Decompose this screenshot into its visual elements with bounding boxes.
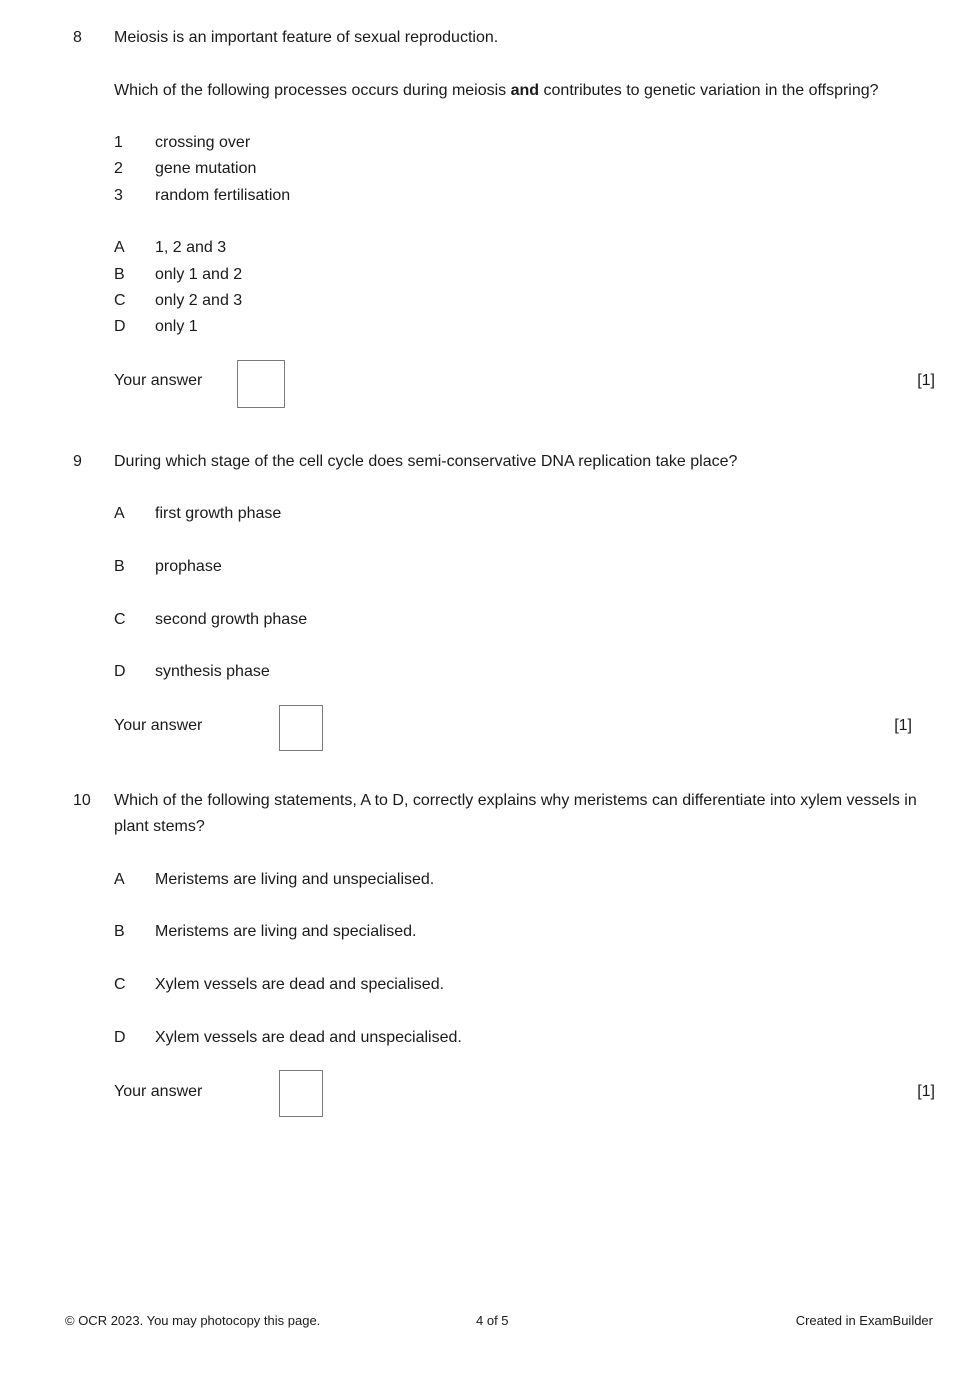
answer-label: Your answer — [114, 1083, 203, 1100]
option-text: first growth phase — [155, 505, 282, 522]
answer-box[interactable] — [279, 1070, 323, 1117]
statement-text: random fertilisation — [155, 187, 291, 204]
option-letter: A — [114, 239, 125, 256]
statement-text: gene mutation — [155, 160, 257, 177]
option-letter: A — [114, 505, 125, 522]
option-letter: C — [114, 611, 126, 628]
option-text: only 2 and 3 — [155, 292, 243, 309]
marks: [1] — [894, 717, 912, 734]
question-text: Which of the following processes occurs during meiosis and contributes to genetic variation in the offspring? — [114, 82, 879, 99]
option-letter: D — [114, 318, 126, 335]
answer-label: Your answer — [114, 372, 203, 389]
question-stem: Which of the following statements, A to D, correctly explains why meristems can differentiate into xylem vessels in plant stems? — [114, 792, 917, 835]
option-text: Xylem vessels are dead and unspecialised. — [155, 1029, 462, 1046]
option-letter: B — [114, 266, 125, 283]
answer-box[interactable] — [279, 705, 323, 751]
option-text: Meristems are living and unspecialised. — [155, 871, 435, 888]
option-letter: C — [114, 976, 126, 993]
option-letter: A — [114, 871, 125, 888]
option-text: Xylem vessels are dead and specialised. — [155, 976, 445, 993]
footer-copyright: © OCR 2023. You may photocopy this page. — [65, 1313, 321, 1328]
statement-number: 3 — [114, 187, 123, 204]
question-stem: Meiosis is an important feature of sexual reproduction. — [114, 29, 499, 46]
statement-number: 2 — [114, 160, 123, 177]
question-number: 9 — [73, 453, 82, 470]
footer-credit: Created in ExamBuilder — [795, 1313, 933, 1328]
option-letter: C — [114, 292, 126, 309]
question-stem: During which stage of the cell cycle does semi-conservative DNA replication take place? — [114, 453, 738, 470]
option-text: only 1 — [155, 318, 198, 335]
question-number: 10 — [73, 792, 91, 809]
marks: [1] — [917, 372, 935, 389]
option-letter: B — [114, 923, 125, 940]
option-letter: D — [114, 663, 126, 680]
statement-text: crossing over — [155, 134, 251, 151]
option-text: second growth phase — [155, 611, 308, 628]
footer-page-number: 4 of 5 — [476, 1313, 509, 1328]
option-letter: B — [114, 558, 125, 575]
option-text: 1, 2 and 3 — [155, 239, 227, 256]
option-letter: D — [114, 1029, 126, 1046]
option-text: Meristems are living and specialised. — [155, 923, 417, 940]
option-text: prophase — [155, 558, 222, 575]
option-text: only 1 and 2 — [155, 266, 243, 283]
question-number: 8 — [73, 29, 82, 46]
answer-label: Your answer — [114, 717, 203, 734]
answer-box[interactable] — [237, 360, 285, 408]
marks: [1] — [917, 1083, 935, 1100]
option-text: synthesis phase — [155, 663, 270, 680]
statement-number: 1 — [114, 134, 123, 151]
